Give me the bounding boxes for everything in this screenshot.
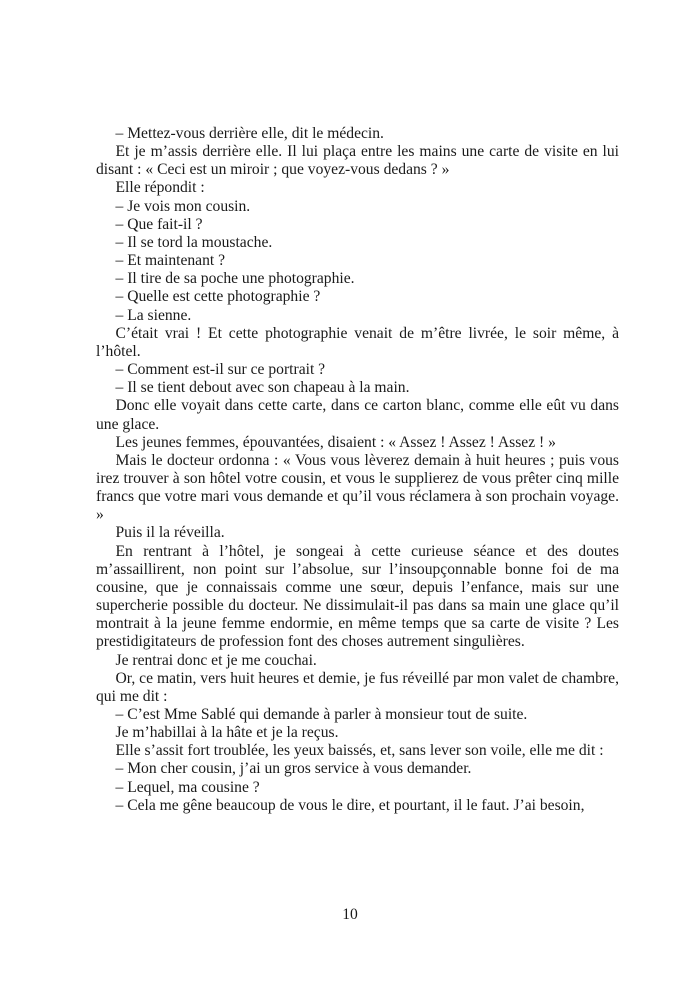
page-text <box>96 125 619 815</box>
paragraph: C’était vrai ! Et cette photographie venait de m’être livrée, le soir même, à l’hôtel. <box>96 324 619 360</box>
paragraph: En rentrant à l’hôtel, je songeai à cette curieuse séance et des doutes m’assaillirent, non point sur l’absolue, sur l’insoupçonnable bonne foi de ma cousine, que je connaissais comme une sœur, depuis l’enfance, mais sur une supercherie possible du docteur. Ne dissimulait-il pas dans sa main une glace qu’il montrait à la jeune femme endormie, en même temps que sa carte de visite ? Les prestidigitateurs de profession font des choses autrement singulières. <box>96 542 619 651</box>
paragraph: – Il tire de sa poche une photographie. <box>115 270 355 288</box>
paragraph: – Je vois mon cousin. <box>115 197 251 215</box>
paragraph: – Il se tord la moustache. <box>115 233 273 251</box>
paragraph: Mais le docteur ordonna : « Vous vous lèverez demain à huit heures ; puis vous irez trouver à son hôtel votre cousin, et vous le supplierez de vous prêter cinq mille francs que votre mari vous demande et qu’il vous réclamera à son prochain voyage. » <box>96 451 619 524</box>
paragraph: – Cela me gêne beaucoup de vous le dire, et pourtant, il le faut. J’ai besoin, <box>115 796 585 814</box>
paragraph: – Mon cher cousin, j’ai un gros service à vous demander. <box>115 760 472 778</box>
paragraph: – Il se tient debout avec son chapeau à la main. <box>115 379 410 397</box>
paragraph: – Et maintenant ? <box>115 252 226 270</box>
paragraph: – Lequel, ma cousine ? <box>115 778 260 796</box>
paragraph: Les jeunes femmes, épouvantées, disaient : « Assez ! Assez ! Assez ! » <box>115 433 556 451</box>
paragraph: Or, ce matin, vers huit heures et demie, je fus réveillé par mon valet de chambre, qui me dit : <box>96 669 619 705</box>
paragraph: Je rentrai donc et je me couchai. <box>115 651 317 669</box>
paragraph: – Comment est-il sur ce portrait ? <box>115 361 326 379</box>
paragraph: – Que fait-il ? <box>115 215 203 233</box>
page-number: 10 <box>342 906 358 923</box>
paragraph: Et je m’assis derrière elle. Il lui plaça entre les mains une carte de visite en lui disant : « Ceci est un miroir ; que voyez-vous dedans ? » <box>96 143 619 179</box>
paragraph: Je m’habillai à la hâte et je la reçus. <box>115 724 339 742</box>
paragraph: – C’est Mme Sablé qui demande à parler à monsieur tout de suite. <box>115 706 528 723</box>
paragraph: Puis il la réveilla. <box>115 524 225 542</box>
paragraph: Elle s’assit fort troublée, les yeux baissés, et, sans lever son voile, elle me dit : <box>115 742 604 760</box>
paragraph: Donc elle voyait dans cette carte, dans ce carton blanc, comme elle eût vu dans une glace. <box>96 397 619 433</box>
paragraph: – Quelle est cette photographie ? <box>115 288 321 306</box>
paragraph: – Mettez-vous derrière elle, dit le médecin. <box>115 125 384 142</box>
paragraph: – La sienne. <box>115 306 192 324</box>
paragraph: Elle répondit : <box>115 179 205 197</box>
